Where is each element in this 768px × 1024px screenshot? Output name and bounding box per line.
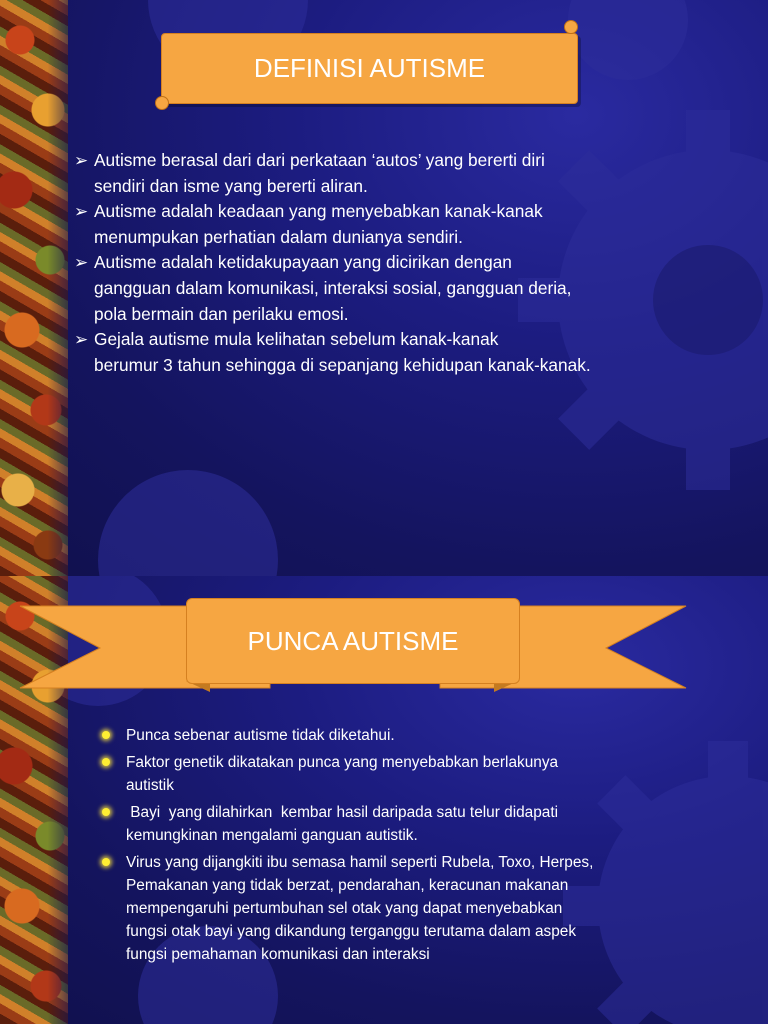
slide-title: DEFINISI AUTISME <box>253 53 486 83</box>
glow-bullet-icon <box>102 758 110 766</box>
list-item: ➢ Gejala autisme mula kelihatan sebelum kanak-kanak berumur 3 tahun sehingga di sepanjang kehidupan kanak-kanak. <box>74 329 591 375</box>
list-item: Punca sebenar autisme tidak diketahui. <box>100 724 750 747</box>
slide-title-box <box>161 33 578 104</box>
glow-bullet-icon <box>102 858 110 866</box>
slide-title-box <box>186 598 520 684</box>
arrow-bullet-icon: ➢ <box>74 202 89 222</box>
slide-title: PUNCA AUTISME <box>247 625 459 656</box>
decorative-side-strip <box>0 0 68 576</box>
list-item: Faktor genetik dikatakan punca yang menyebabkan berlakunya autistik <box>100 751 750 797</box>
list-item: ➢ Autisme berasal dari dari perkataan ‘autos’ yang bererti diri sendiri dan isme yang bererti aliran. <box>74 150 545 196</box>
glow-bullet-icon <box>102 731 110 739</box>
arrow-bullet-icon: ➢ <box>74 253 89 273</box>
glow-bullet-icon <box>102 808 110 816</box>
arrow-bullet-icon: ➢ <box>74 330 89 350</box>
cause-list <box>100 724 750 970</box>
list-item: Bayi yang dilahirkan kembar hasil daripada satu telur didapati kemungkinan mengalami ganguan autistik. <box>100 801 750 847</box>
list-item: ➢ Autisme adalah ketidakupayaan yang dicirikan dengan gangguan dalam komunikasi, interaksi sosial, gangguan deria, pola bermain dan perilaku emosi. <box>74 252 572 324</box>
arrow-bullet-icon: ➢ <box>74 151 89 170</box>
definition-list <box>74 148 754 378</box>
scroll-curl-icon <box>155 96 169 110</box>
scroll-curl-icon <box>564 20 578 34</box>
list-item: Virus yang dijangkiti ibu semasa hamil seperti Rubela, Toxo, Herpes, Pemakanan yang tidak berzat, pendarahan, keracunan makanan mempengaruhi pertumbuhan sel otak yang dapat menyebabkan fungsi otak bayi yang dikandung terganggu terutama dalam aspek fungsi pemahaman komunikasi dan interaksi <box>100 851 750 966</box>
slide-punca <box>0 576 768 1024</box>
list-item: ➢ Autisme adalah keadaan yang menyebabkan kanak-kanak menumpukan perhatian dalam dunianya sendiri. <box>74 201 543 247</box>
